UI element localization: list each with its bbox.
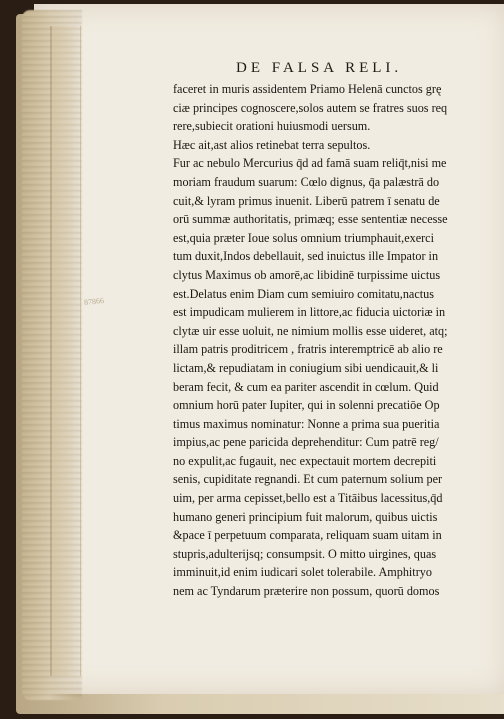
text-line: cuit,& lyram primus inuenit. Liberū patrem ī senatu de bbox=[173, 193, 440, 208]
text-line: illam patris proditricem , fratris interemptricē ab alio re bbox=[173, 342, 443, 357]
text-line: omnium horū pater Iupiter, qui in solenni precatiōe Op bbox=[173, 398, 440, 413]
text-line: est impudicam mulierem in littore,ac fiducia uictoriæ in bbox=[173, 305, 446, 320]
text-line: stupris,adulterijsq; consumpsit. O mitto uirgines, quas bbox=[173, 546, 437, 561]
page-fold bbox=[50, 26, 81, 676]
text-line: humano generi principium fuit malorum, quibus uictis bbox=[173, 509, 438, 524]
text-line: rere,subiecit orationi huiusmodi uersum. bbox=[173, 119, 371, 134]
text-line: no expulit,ac fugauit, nec expectauit mortem decrepiti bbox=[173, 453, 437, 468]
text-line: impius,ac pene paricida deprehenditur: Cum patrē reg/ bbox=[173, 435, 439, 450]
text-line: senis, cupiditate regnandi. Et cum paternum solium per bbox=[173, 472, 443, 487]
text-line: ciæ principes cognoscere,solos autem se fratres suos req bbox=[173, 100, 448, 115]
text-line: timus maximus nominatur: Nonne a prima sua pueritia bbox=[173, 416, 440, 431]
text-line: faceret in muris assidentem Priamo Helenā cunctos grę bbox=[173, 82, 442, 96]
text-line: Hæc ait,ast alios retinebat terra sepultos. bbox=[173, 137, 371, 152]
text-line: moriam fraudum suarum: Cœlo dignus, q̄a palæstrā do bbox=[173, 174, 440, 189]
text-line: beram fecit, & cum ea pariter ascendit in cœlum. Quid bbox=[173, 379, 439, 394]
text-line: Fur ac nebulo Mercurius q̄d ad famā suam reliq̄t,nisi me bbox=[173, 156, 447, 171]
text-line: est.Delatus enim Diam cum semiuiro comitatu,nactus bbox=[173, 286, 434, 301]
text-line: clytus Maximus ob amorē,ac libidinē turpissime uictus bbox=[173, 267, 441, 282]
text-line: orū summæ authoritatis, primæq; esse sententiæ necesse bbox=[173, 212, 448, 227]
text-block bbox=[173, 80, 493, 601]
running-head: DE FALSA RELI. bbox=[236, 60, 403, 76]
margin-mark: 87866 bbox=[83, 295, 105, 308]
text-line: tum duxit,Indos debellauit, sed inuictus ille Impator in bbox=[173, 249, 439, 264]
text-line: uim, per arma cepisset,bello est a Titāibus lacessitus,q̄d bbox=[173, 491, 443, 506]
text-line: clytæ uir esse uoluit, ne nimium mollis esse uideret, atq; bbox=[173, 323, 448, 338]
text-line: lictam,& repudiatam in coniugium sibi uendicauit,& li bbox=[173, 360, 439, 375]
text-line: &pace ī perpetuum comparata, reliquam suam uitam in bbox=[173, 528, 442, 543]
text-line: nem ac Tyndarum præterire non possum, quorū domos bbox=[173, 584, 440, 599]
text-line: imminuit,id enim iudicari solet tolerabile. Amphitryo bbox=[173, 565, 432, 580]
text-line: est,quia præter Ioue solus omnium triumphauit,exerci bbox=[173, 230, 434, 245]
